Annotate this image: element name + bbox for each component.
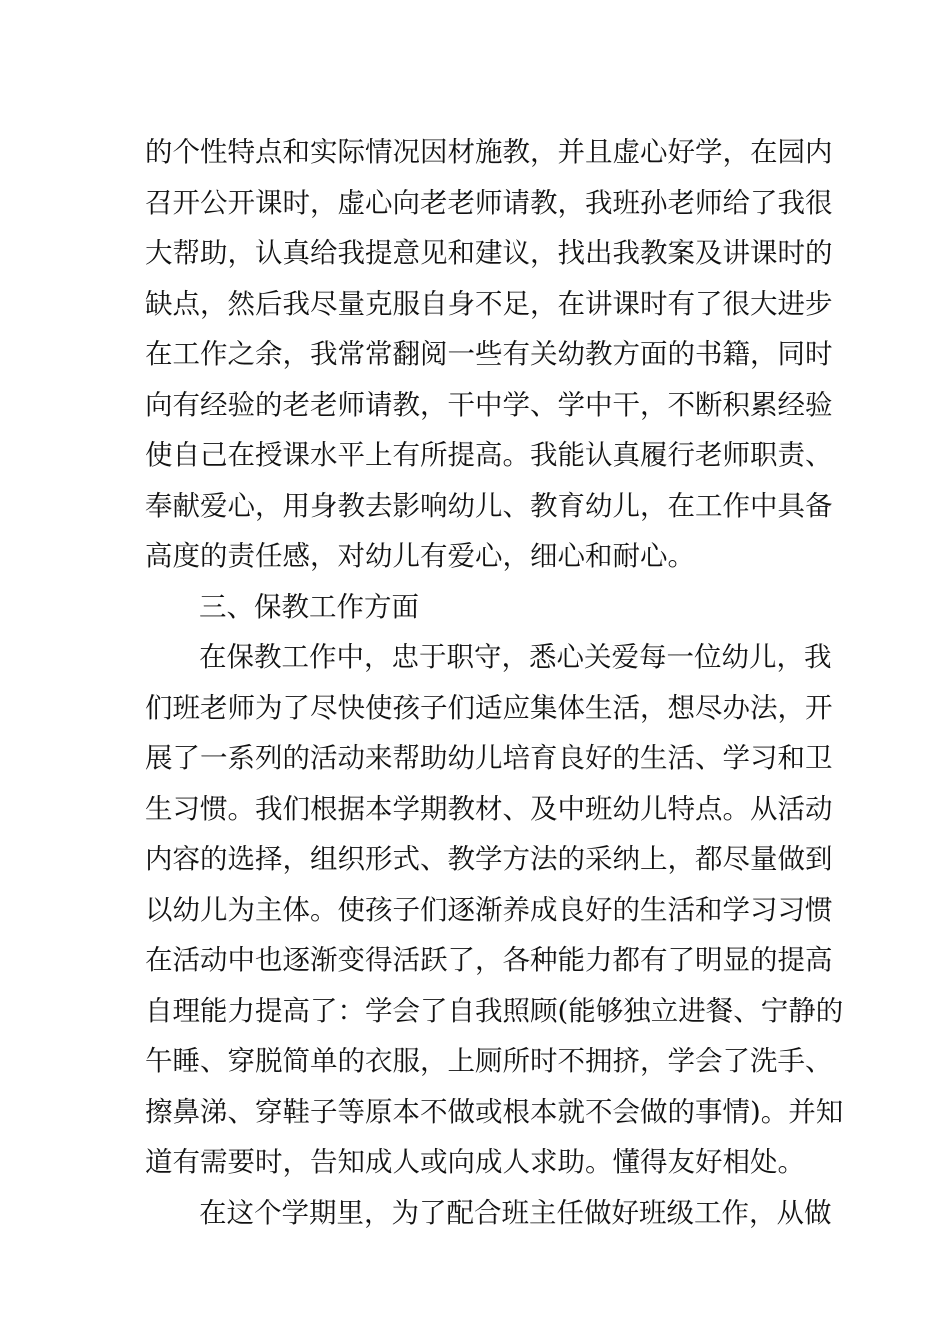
text-line: 内容的选择，组织形式、教学方法的采纳上，都尽量做到 [145,843,833,875]
text-line: 展了一系列的活动来帮助幼儿培育良好的生活、学习和卫 [145,742,833,774]
text-line: 午睡、穿脱简单的衣服，上厕所时不拥挤，学会了洗手、 [145,1045,833,1077]
text-line: 使自己在授课水平上有所提高。我能认真履行老师职责、 [145,439,833,471]
text-line: 召开公开课时，虚心向老老师请教，我班孙老师给了我很 [145,186,833,219]
text-line: 在保教工作中，忠于职守，悉心关爱每一位幼儿，我 [199,641,832,673]
text-line: 擦鼻涕、穿鞋子等原本不做或根本就不会做的事情)。并知 [145,1095,844,1128]
text-line: 缺点，然后我尽量克服自身不足，在讲课时有了很大进步 [145,287,833,320]
text-line: 大帮助，认真给我提意见和建议，找出我教案及讲课时的 [145,237,833,269]
text-line: 奉献爱心，用身教去影响幼儿、教育幼儿，在工作中具备 [145,489,833,522]
text-line: 们班老师为了尽快使孩子们适应集体生活，想尽办法，开 [145,691,833,724]
text-line: 自理能力提高了：学会了自我照顾(能够独立进餐、宁静的 [145,994,844,1027]
text-line: 生习惯。我们根据本学期教材、及中班幼儿特点。从活动 [145,792,833,825]
text-line: 高度的责任感，对幼儿有爱心，细心和耐心。 [145,540,695,572]
text-line: 向有经验的老老师请教，干中学、学中干，不断积累经验 [145,388,833,421]
text-line: 以幼儿为主体。使孩子们逐渐养成良好的生活和学习习惯 [145,893,833,926]
text-line: 在工作之余，我常常翻阅一些有关幼教方面的书籍，同时 [145,338,833,370]
text-line: 在活动中也逐渐变得活跃了，各种能力都有了明显的提高 [145,944,833,976]
body-text [145,127,844,1238]
section-heading: 三、保教工作方面 [199,590,419,623]
text-line: 道有需要时，告知成人或向成人求助。懂得友好相处。 [145,1146,805,1178]
text-line: 的个性特点和实际情况因材施教，并且虚心好学，在园内 [145,136,833,168]
text-line: 在这个学期里，为了配合班主任做好班级工作，从做 [199,1196,832,1229]
